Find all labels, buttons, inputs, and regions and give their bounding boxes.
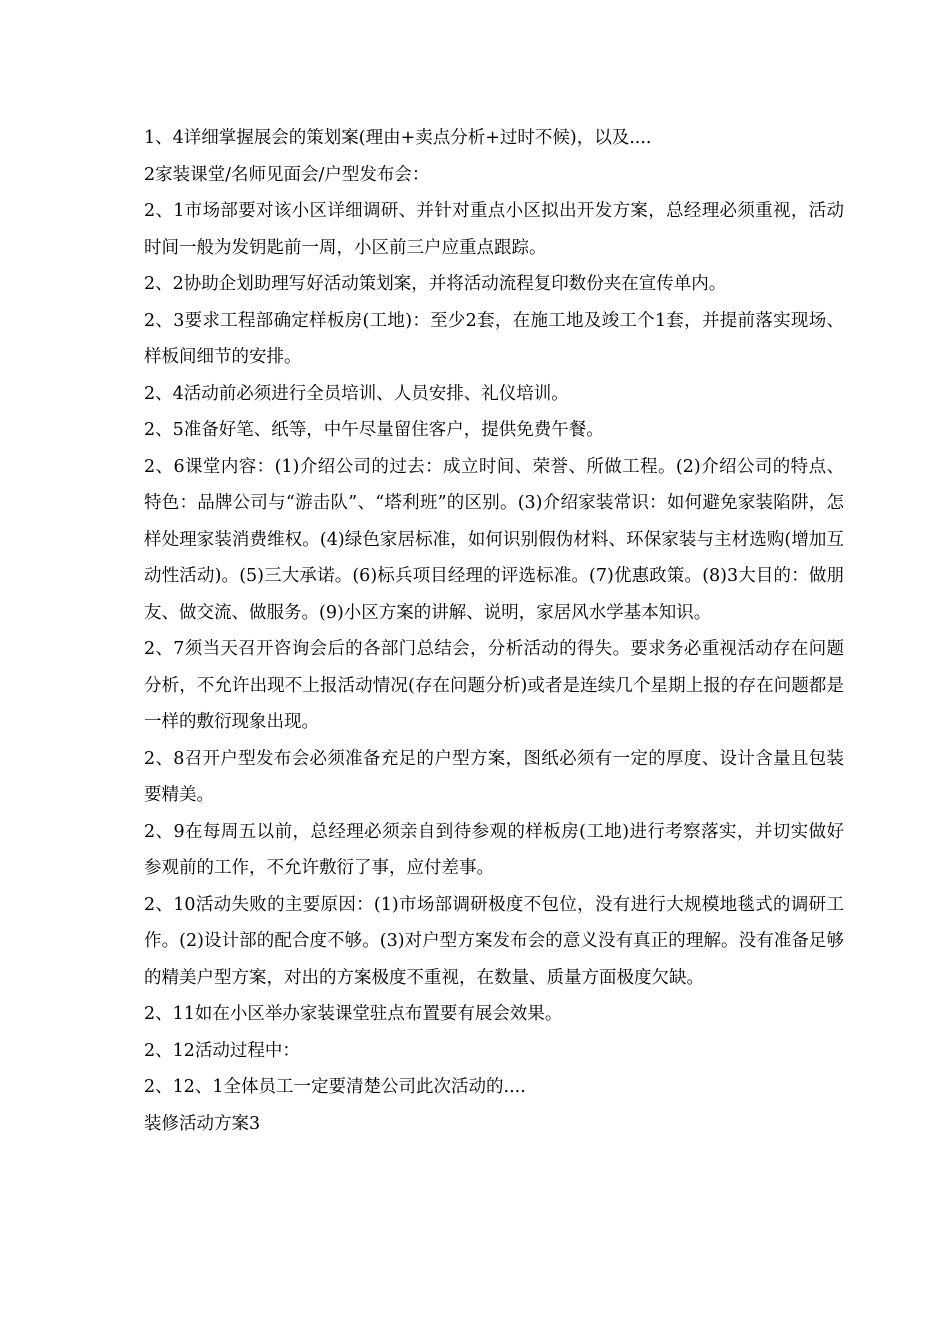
paragraph-2-12: 2、12活动过程中： xyxy=(144,1040,300,1061)
paragraph-2-10: 2、10活动失败的主要原因：(1)市场部调研极度不包位，没有进行大规模地毯式的调研工作。(2)设计部的配合度不够。(3)对户型方案发布会的意义没有真正的理解。没有准备足够的精美户型方案，对出的方案极度不重视，在数量、质量方面极度欠缺。 xyxy=(144,894,844,988)
paragraph-2-1: 2、1市场部要对该小区详细调研、并针对重点小区拟出开发方案，总经理必须重视，活动时间一般为发钥匙前一周，小区前三户应重点跟踪。 xyxy=(144,201,844,258)
paragraph-2-4: 2、4活动前必须进行全员培训、人员安排、礼仪培训。 xyxy=(144,383,569,404)
paragraph-2-9: 2、9在每周五以前，总经理必须亲自到待参观的样板房(工地)进行考察落实，并切实做好参观前的工作，不允许敷衍了事，应付差事。 xyxy=(144,821,844,878)
section-heading-plan-3: 装修活动方案3 xyxy=(144,1113,261,1134)
paragraph-2-11: 2、11如在小区举办家装课堂驻点布置要有展会效果。 xyxy=(144,1004,563,1024)
paragraph-2-6: 2、6课堂内容：(1)介绍公司的过去：成立时间、荣誉、所做工程。(2)介绍公司的特点、特色：品牌公司与“游击队”、“塔利班”的区别。(3)介绍家装常识：如何避免家装陷阱，怎样处理家装消费维权。(4)绿色家居标准，如何识别假伪材料、环保家装与主材选购(增加互动性活动)。(5)三大承诺。(6)标兵项目经理的评选标准。(7)优惠政策。(8)3大目的：做朋友、做交流、做服务。(9)小区方案的讲解、说明，家居风水学基本知识。 xyxy=(144,456,844,623)
paragraph-2-12-1: 2、12、1全体员工一定要清楚公司此次活动的.... xyxy=(144,1077,526,1097)
document-body xyxy=(144,120,844,1142)
paragraph-2-7: 2、7须当天召开咨询会后的各部门总结会，分析活动的得失。要求务必重视活动存在问题分析，不允许出现不上报活动情况(存在问题分析)或者是连续几个星期上报的存在问题都是一样的敷衍现象出现。 xyxy=(144,639,844,732)
paragraph-2-5: 2、5准备好笔、纸等，中午尽量留住客户，提供免费午餐。 xyxy=(144,420,604,440)
paragraph-section-2-heading: 2家装课堂/名师见面会/户型发布会： xyxy=(144,164,430,185)
paragraph-1-4: 1、4详细掌握展会的策划案(理由+卖点分析+过时不候)，以及.... xyxy=(144,128,652,148)
paragraph-2-3: 2、3要求工程部确定样板房(工地)：至少2套，在施工地及竣工个1套，并提前落实现场、样板间细节的安排。 xyxy=(144,310,844,367)
paragraph-2-2: 2、2协助企划助理写好活动策划案，并将活动流程复印数份夹在宣传单内。 xyxy=(144,274,727,294)
paragraph-2-8: 2、8召开户型发布会必须准备充足的户型方案，图纸必须有一定的厚度、设计含量且包装要精美。 xyxy=(144,748,844,805)
